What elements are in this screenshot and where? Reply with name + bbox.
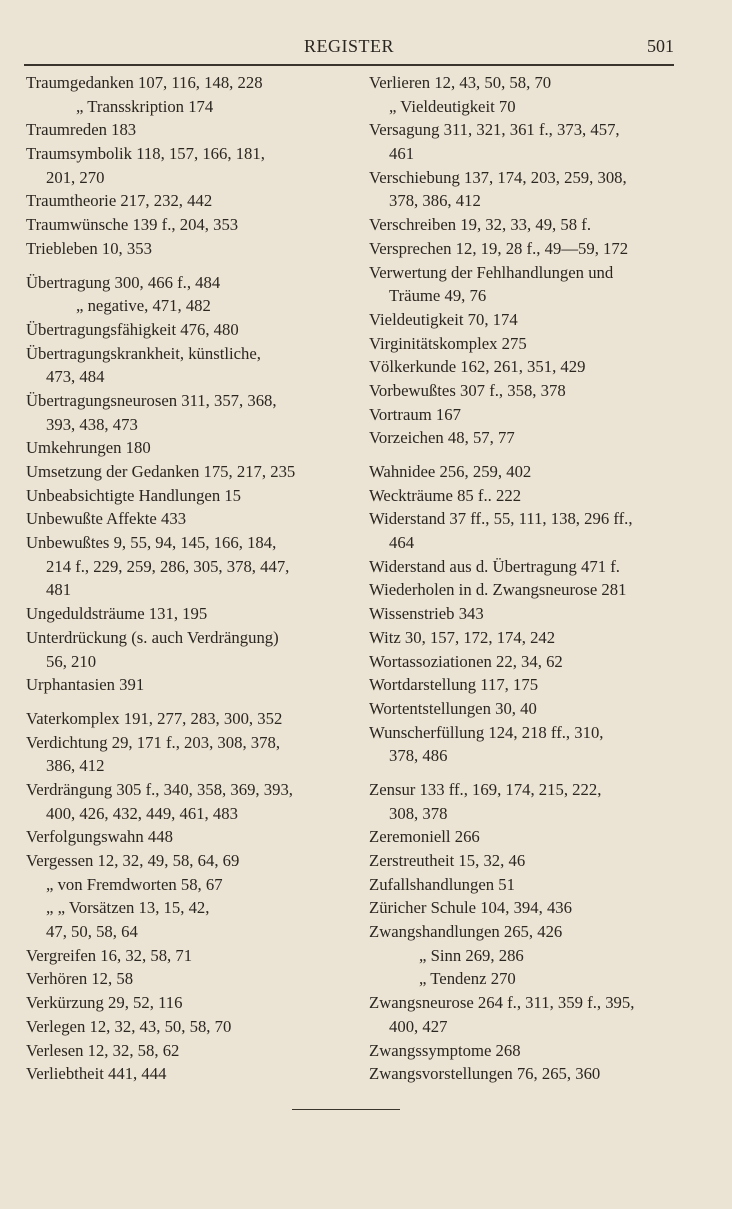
page-header	[24, 36, 674, 66]
index-entry: Traumsymbolik 118, 157, 166, 181,	[26, 144, 265, 164]
index-entry: Wahnidee 256, 259, 402	[369, 462, 532, 481]
index-entry: Zwangshandlungen 265, 426	[369, 922, 563, 942]
index-subentry: „ Transskription 174	[76, 96, 214, 116]
index-entry: Widerstand aus d. Übertragung 471 f.	[369, 556, 620, 576]
index-entry-continuation: 214 f., 229, 259, 286, 305, 378, 447,	[46, 556, 290, 576]
index-entry: Verwertung der Fehlhandlungen und	[369, 262, 614, 282]
index-entry: Wunscherfüllung 124, 218 ff., 310,	[369, 722, 604, 742]
index-entry: Zensur 133 ff., 169, 174, 215, 222,	[369, 779, 602, 799]
index-entry-continuation: 308, 378	[389, 803, 448, 823]
page-number: 501	[647, 36, 674, 56]
index-entry-continuation: 47, 50, 58, 64	[46, 922, 138, 942]
index-entry-continuation: 400, 427	[389, 1016, 448, 1036]
index-entry-continuation: 378, 386, 412	[389, 191, 481, 211]
index-entry: Unbeabsichtigte Handlungen 15	[26, 485, 242, 505]
index-entry: Verfolgungswahn 448	[26, 827, 173, 847]
index-entry: Traumgedanken 107, 116, 148, 228	[26, 73, 263, 92]
footer-rule	[292, 1109, 400, 1110]
index-entry: Versagung 311, 321, 361 f., 373, 457,	[369, 120, 620, 140]
section-gap	[369, 450, 677, 460]
index-entry: Witz 30, 157, 172, 174, 242	[369, 627, 556, 647]
index-entry: Traumwünsche 139 f., 204, 353	[26, 215, 239, 235]
index-entry: Traumtheorie 217, 232, 442	[26, 191, 213, 211]
index-entry: Verschreiben 19, 32, 33, 49, 58 f.	[369, 215, 591, 235]
index-entry: Weckträume 85 f.. 222	[369, 485, 522, 505]
index-entry: Verkürzung 29, 52, 116	[26, 993, 183, 1013]
index-entry: Unbewußte Affekte 433	[26, 509, 187, 529]
index-entry: Vergreifen 16, 32, 58, 71	[26, 945, 193, 965]
section-gap	[369, 768, 677, 778]
index-entry: Umsetzung der Gedanken 175, 217, 235	[26, 462, 296, 481]
index-entry: Triebleben 10, 353	[26, 238, 152, 258]
index-entry: Wissenstrieb 343	[369, 604, 484, 624]
index-entry-continuation: 56, 210	[46, 651, 97, 671]
index-entry: Züricher Schule 104, 394, 436	[369, 898, 572, 918]
index-entry: Umkehrungen 180	[26, 438, 151, 458]
index-entry-continuation: 201, 270	[46, 167, 105, 187]
index-entry: Übertragung 300, 466 f., 484	[26, 272, 221, 292]
index-entry: Urphantasien 391	[26, 675, 145, 695]
index-entry-continuation: 464	[389, 533, 415, 553]
index-entry: Wortentstellungen 30, 40	[369, 698, 537, 718]
index-entry: Übertragungskrankheit, künstliche,	[26, 343, 261, 363]
index-subentry: „ „ Vorsätzen 13, 15, 42,	[46, 898, 210, 918]
index-entry: Völkerkunde 162, 261, 351, 429	[369, 357, 586, 377]
index-entry: Wortdarstellung 117, 175	[369, 675, 539, 695]
index-entry-continuation: 481	[46, 580, 72, 600]
index-entry: Verliebtheit 441, 444	[26, 1064, 167, 1084]
index-entry: Vieldeutigkeit 70, 174	[369, 309, 518, 329]
index-entry: Widerstand 37 ff., 55, 111, 138, 296 ff.,	[369, 509, 633, 529]
index-entry: Wiederholen in d. Zwangsneurose 281	[369, 580, 627, 600]
index-entry: Vergessen 12, 32, 49, 58, 64, 69	[26, 851, 240, 870]
index-column-right	[369, 71, 677, 1086]
index-entry: Verlesen 12, 32, 58, 62	[26, 1040, 180, 1060]
index-entry: Zerstreutheit 15, 32, 46	[369, 851, 526, 870]
index-entry: Virginitätskomplex 275	[369, 333, 527, 353]
index-entry: Zwangsneurose 264 f., 311, 359 f., 395,	[369, 993, 635, 1013]
index-entry: Verhören 12, 58	[26, 969, 134, 989]
index-column-left	[26, 71, 336, 1086]
section-gap	[26, 261, 336, 271]
index-entry: Zwangssymptome 268	[369, 1040, 521, 1060]
index-entry: Zwangsvorstellungen 76, 265, 360	[369, 1064, 601, 1084]
index-entry: Zeremoniell 266	[369, 827, 480, 847]
index-subentry: „ Sinn 269, 286	[419, 945, 524, 965]
index-entry: Verlegen 12, 32, 43, 50, 58, 70	[26, 1016, 232, 1036]
index-subentry: „ Tendenz 270	[419, 969, 516, 989]
index-entry-continuation: Träume 49, 76	[389, 286, 487, 306]
index-entry: Vaterkomplex 191, 277, 283, 300, 352	[26, 708, 283, 728]
index-entry: Versprechen 12, 19, 28 f., 49—59, 172	[369, 238, 629, 258]
index-entry: Vorbewußtes 307 f., 358, 378	[369, 380, 566, 400]
index-entry: Unbewußtes 9, 55, 94, 145, 166, 184,	[26, 533, 277, 553]
index-entry: Unterdrückung (s. auch Verdrängung)	[26, 627, 279, 647]
index-subentry: „ Vieldeutigkeit 70	[389, 96, 516, 116]
index-entry: Verdrängung 305 f., 340, 358, 369, 393,	[26, 779, 293, 799]
index-entry-continuation: 393, 438, 473	[46, 414, 138, 434]
index-entry-continuation: 400, 426, 432, 449, 461, 483	[46, 803, 238, 823]
index-entry: Vorzeichen 48, 57, 77	[369, 428, 515, 448]
index-subentry: „ negative, 471, 482	[76, 296, 211, 316]
index-entry: Zufallshandlungen 51	[369, 874, 515, 894]
index-entry-continuation: 378, 486	[389, 746, 448, 766]
index-entry: Verdichtung 29, 171 f., 203, 308, 378,	[26, 732, 280, 752]
index-entry: Traumreden 183	[26, 120, 137, 140]
index-entry: Übertragungsneurosen 311, 357, 368,	[26, 390, 277, 410]
index-entry: Verlieren 12, 43, 50, 58, 70	[369, 73, 552, 92]
index-entry-continuation: 461	[389, 144, 415, 164]
running-title: REGISTER	[303, 36, 394, 56]
index-subentry: „ von Fremdworten 58, 67	[46, 874, 223, 894]
index-entry: Ungeduldsträume 131, 195	[26, 604, 208, 624]
index-entry: Verschiebung 137, 174, 203, 259, 308,	[369, 167, 627, 187]
index-entry: Übertragungsfähigkeit 476, 480	[26, 319, 239, 339]
section-gap	[26, 697, 336, 707]
index-entry: Wortassoziationen 22, 34, 62	[369, 651, 563, 671]
index-entry: Vortraum 167	[369, 404, 461, 424]
index-entry-continuation: 473, 484	[46, 367, 105, 387]
index-entry-continuation: 386, 412	[46, 756, 105, 776]
